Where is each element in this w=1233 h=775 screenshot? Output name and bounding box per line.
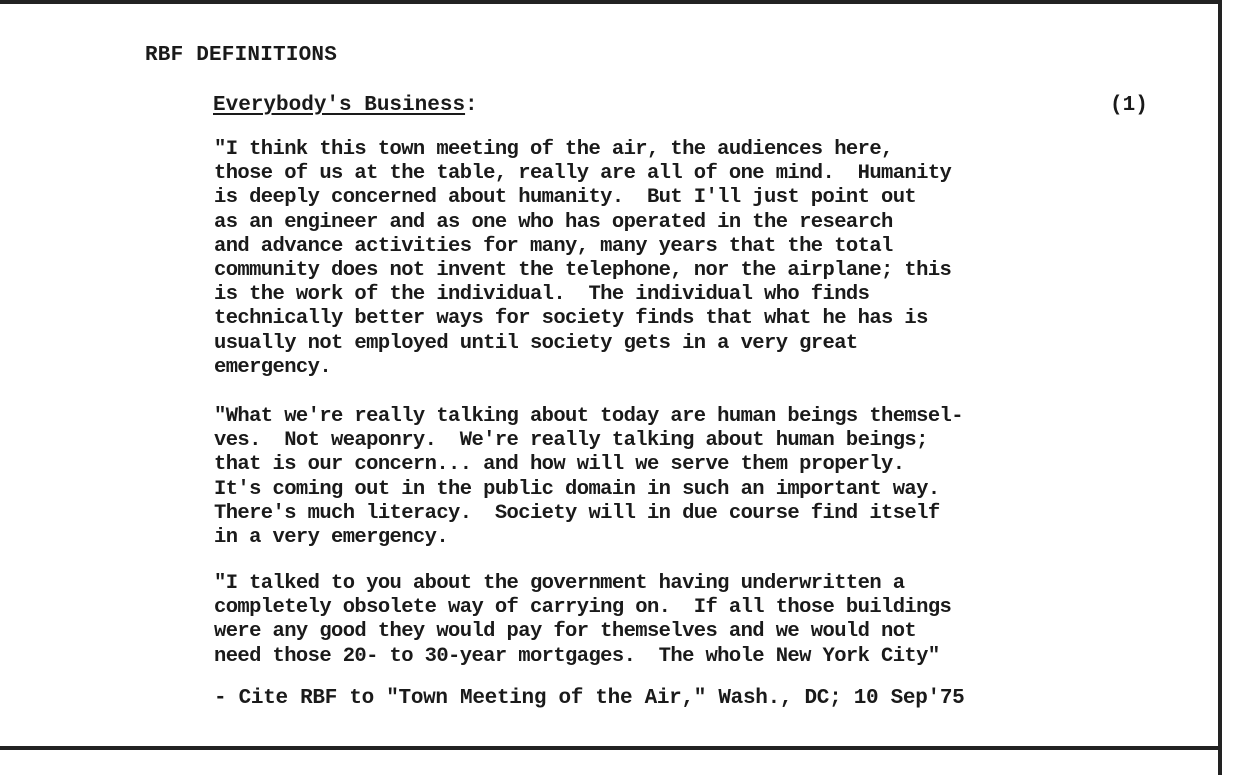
quote-paragraph-1: "I think this town meeting of the air, the audiences here, those of us at the table, really are all of one mind. Humanity is deeply concerned about humanity. But I'll just point out as an engineer and as one who has operated in the research and advance activities for many, many years that the total community does not invent the telephone, nor the airplane; this is the work of the individual. The individual who finds technically better ways for society finds that what he has is usually not employed until society gets in a very great emergency. <box>214 138 952 379</box>
page-number: (1) <box>1110 94 1148 117</box>
citation: - Cite RBF to "Town Meeting of the Air," Wash., DC; 10 Sep'75 <box>214 687 965 710</box>
card-border-bottom <box>0 746 1222 750</box>
card-border-top <box>0 0 1222 4</box>
quote-paragraph-2: "What we're really talking about today are human beings themsel- ves. Not weaponry. We're really talking about human beings; that is our concern... and how will we serve them properly. It's coming out in the public domain in such an important way. There's much literacy. Society will in due course find itself in a very emergency. <box>214 405 963 550</box>
entry-title-text: Everybody's Business <box>213 94 466 117</box>
card-border-right <box>1218 0 1222 775</box>
entry-title <box>213 94 478 117</box>
quote-paragraph-3: "I talked to you about the government having underwritten a completely obsolete way of carrying on. If all those buildings were any good they would pay for themselves and we would not need those 20- to 30-year mortgages. The whole New York City" <box>214 572 952 668</box>
entry-title-colon: : <box>465 94 478 117</box>
page-title: RBF DEFINITIONS <box>145 44 338 67</box>
